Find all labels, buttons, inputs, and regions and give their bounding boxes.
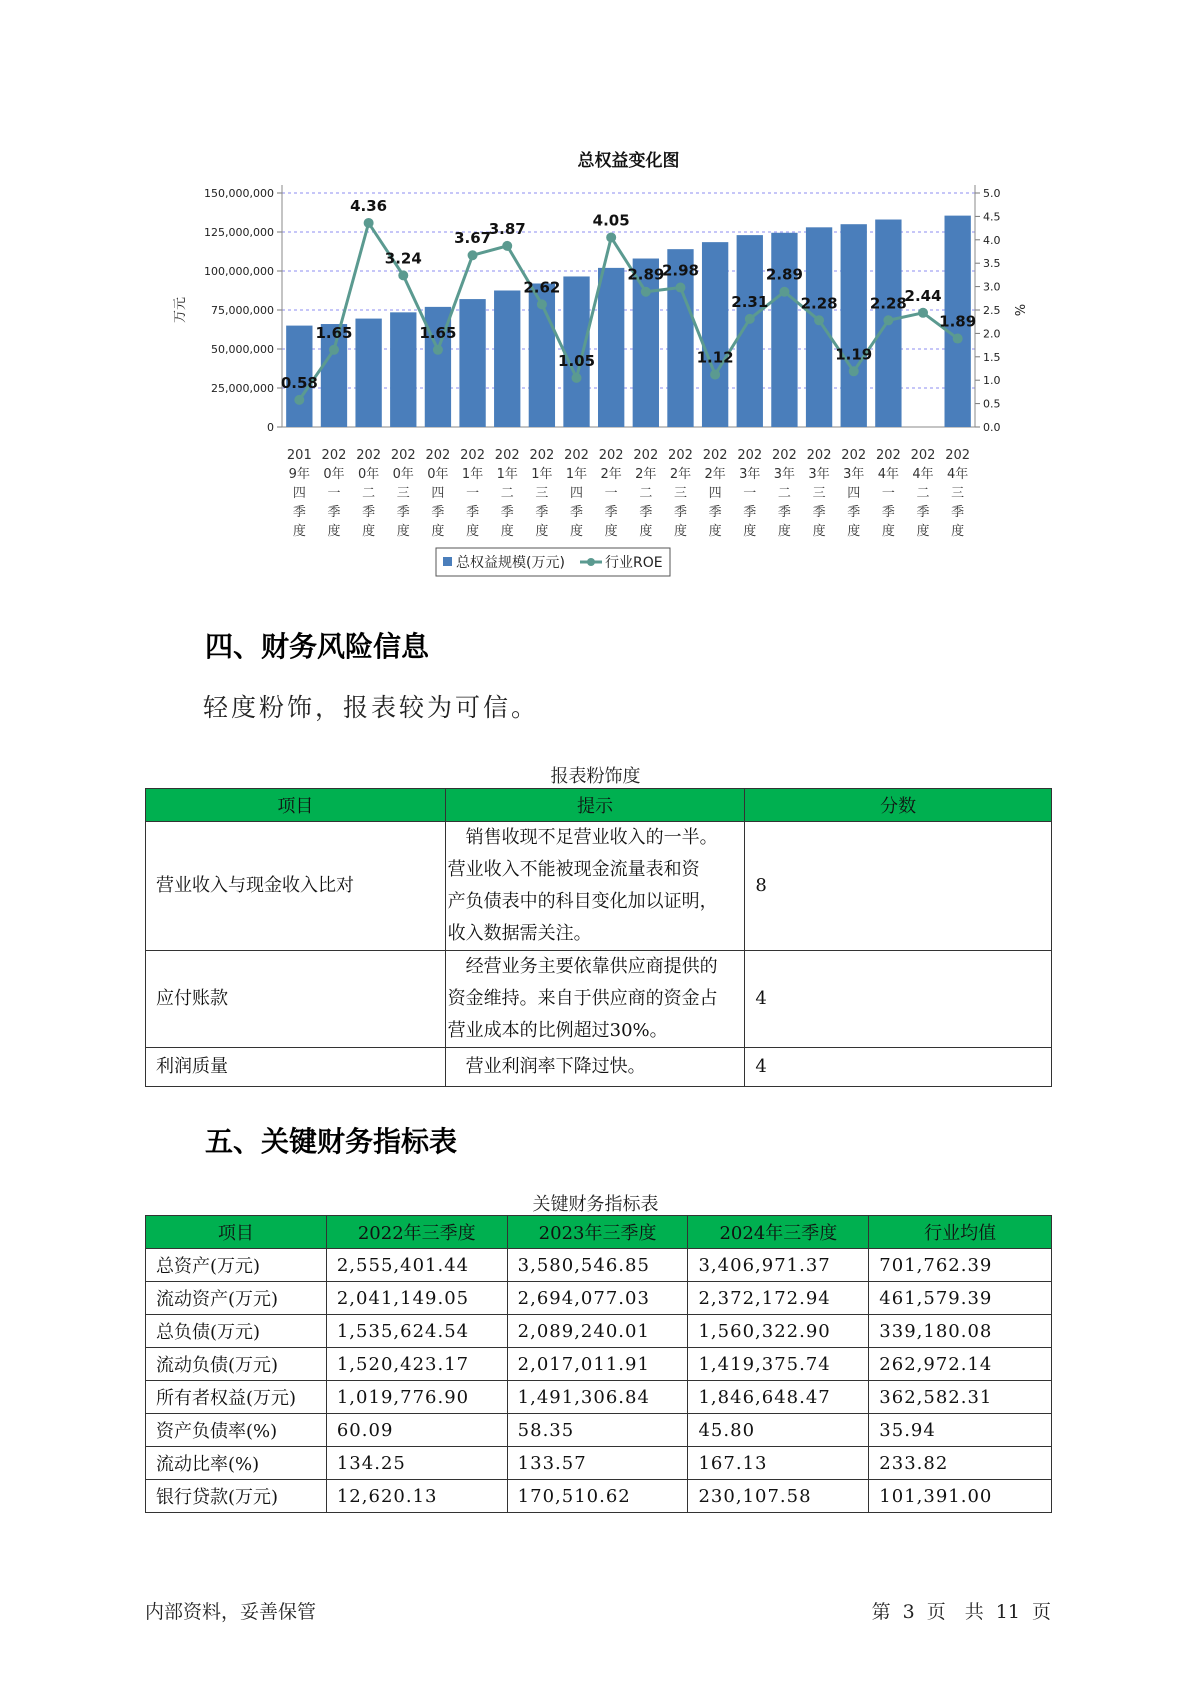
- kpi-value: 133.57: [507, 1447, 688, 1480]
- roe-data-label: 1.05: [558, 351, 596, 370]
- y2-tick-label: 2.0: [983, 327, 1001, 341]
- roe-data-label: 1.65: [315, 323, 353, 342]
- risk-hint: [445, 1048, 745, 1087]
- x-tick-label: 202 0年一季度: [321, 448, 347, 539]
- risk-hint-line: 收入数据需关注。: [447, 923, 592, 944]
- kpi-value: 2,017,011.91: [507, 1348, 688, 1381]
- risk-header-score: 分数: [745, 789, 1052, 822]
- risk-hint: [445, 822, 745, 951]
- y2-tick-label: 1.5: [983, 350, 1001, 364]
- risk-item: 营业收入与现金收入比对: [146, 822, 446, 951]
- kpi-item: 所有者权益(万元): [146, 1381, 327, 1414]
- kpi-value: 2,694,077.03: [507, 1282, 688, 1315]
- kpi-section-heading: 五、关键财务指标表: [205, 1125, 458, 1158]
- risk-table-caption: 报表粉饰度: [550, 766, 641, 787]
- bar: [841, 224, 867, 427]
- kpi-value: 233.82: [869, 1447, 1052, 1480]
- bar: [459, 299, 485, 427]
- x-tick-label: 201 9年四季度: [286, 448, 312, 539]
- roe-point: [537, 299, 547, 309]
- bar: [390, 312, 416, 427]
- roe-point: [814, 315, 824, 325]
- kpi-value: 45.80: [688, 1414, 869, 1447]
- roe-data-label: 2.98: [661, 261, 699, 280]
- roe-point: [606, 232, 616, 242]
- y-tick-label: 75,000,000: [211, 304, 274, 317]
- roe-point: [710, 370, 720, 380]
- kpi-value: 3,580,546.85: [507, 1249, 688, 1282]
- kpi-item: 总资产(万元): [146, 1249, 327, 1282]
- y-tick-label: 150,000,000: [204, 187, 274, 200]
- roe-data-label: 2.89: [765, 265, 803, 284]
- bar: [771, 233, 797, 427]
- roe-point: [745, 314, 755, 324]
- y-tick-label: 25,000,000: [211, 382, 274, 395]
- x-tick-label: 202 0年四季度: [425, 448, 451, 539]
- y2-tick-label: 1.0: [983, 374, 1001, 388]
- roe-point: [398, 270, 408, 280]
- x-tick-label: 202 0年三季度: [390, 448, 416, 539]
- roe-data-label: 2.89: [627, 265, 665, 284]
- roe-point: [779, 287, 789, 297]
- x-tick-label: 202 3年二季度: [772, 448, 797, 539]
- risk-score: 4: [745, 1048, 1052, 1087]
- bar: [494, 291, 520, 428]
- risk-hint-line: 产负债表中的科目变化加以证明，: [447, 891, 718, 912]
- x-tick-label: 202 2年二季度: [633, 448, 659, 539]
- kpi-value: 3,406,971.37: [688, 1249, 869, 1282]
- roe-point: [364, 218, 374, 228]
- kpi-value: 2,041,149.05: [326, 1282, 507, 1315]
- kpi-value: 134.25: [326, 1447, 507, 1480]
- roe-point: [953, 334, 963, 344]
- legend-line-marker: [587, 558, 595, 566]
- risk-header-hint: 提示: [445, 789, 745, 822]
- kpi-value: 262,972.14: [869, 1348, 1052, 1381]
- roe-point: [883, 315, 893, 325]
- roe-data-label: 1.12: [696, 348, 734, 367]
- kpi-table-caption: 关键财务指标表: [532, 1194, 659, 1215]
- kpi-value: 1,560,322.90: [688, 1315, 869, 1348]
- kpi-header: 项目: [146, 1216, 327, 1249]
- kpi-item: 银行贷款(万元): [146, 1480, 327, 1513]
- x-tick-label: 202 2年一季度: [598, 448, 624, 539]
- y-axis-label: 万元: [173, 296, 188, 324]
- roe-point: [294, 395, 304, 405]
- kpi-value: 12,620.13: [326, 1480, 507, 1513]
- table-row: [146, 1414, 1052, 1447]
- roe-data-label: 2.62: [523, 278, 561, 297]
- roe-data-label: 2.44: [904, 286, 942, 305]
- roe-data-label: 3.67: [454, 229, 492, 248]
- y-tick-label: 100,000,000: [204, 265, 274, 278]
- roe-point: [849, 366, 859, 376]
- x-tick-label: 202 2年四季度: [702, 448, 728, 539]
- roe-data-label: 4.36: [350, 196, 388, 215]
- roe-point: [468, 250, 478, 260]
- kpi-value: 2,555,401.44: [326, 1249, 507, 1282]
- roe-data-label: 4.05: [592, 211, 630, 230]
- y2-tick-label: 4.5: [983, 210, 1001, 224]
- x-tick-label: 202 3年三季度: [806, 448, 832, 539]
- roe-data-label: 3.24: [384, 249, 422, 268]
- x-tick-label: 202 4年三季度: [945, 448, 971, 539]
- risk-table-header-row: [146, 789, 1052, 822]
- kpi-value: 230,107.58: [688, 1480, 869, 1513]
- roe-data-label: 2.28: [869, 294, 907, 313]
- table-row: [146, 1249, 1052, 1282]
- kpi-header: 2024年三季度: [688, 1216, 869, 1249]
- kpi-item: 流动负债(万元): [146, 1348, 327, 1381]
- table-row: [146, 1048, 1052, 1087]
- roe-point: [433, 345, 443, 355]
- bar: [355, 319, 381, 427]
- roe-point: [675, 283, 685, 293]
- risk-table: [145, 788, 1052, 1087]
- roe-data-label: 3.87: [488, 219, 526, 238]
- risk-summary-text: 轻度粉饰，报表较为可信。: [203, 693, 540, 722]
- kpi-value: 1,491,306.84: [507, 1381, 688, 1414]
- footer-page-number: 第 3 页 共 11 页: [871, 1601, 1051, 1623]
- y2-tick-label: 0.0: [983, 421, 1001, 434]
- kpi-item: 流动比率(%): [146, 1447, 327, 1480]
- roe-point: [641, 287, 651, 297]
- table-row: [146, 1480, 1052, 1513]
- kpi-value: 35.94: [869, 1414, 1052, 1447]
- kpi-item: 流动资产(万元): [146, 1282, 327, 1315]
- kpi-value: 1,019,776.90: [326, 1381, 507, 1414]
- y-tick-label: 125,000,000: [204, 226, 274, 239]
- y2-tick-label: 3.5: [983, 257, 1001, 271]
- roe-data-label: 2.28: [800, 294, 838, 313]
- risk-item: 利润质量: [146, 1048, 446, 1087]
- kpi-header: 2023年三季度: [507, 1216, 688, 1249]
- bar: [633, 259, 659, 427]
- risk-section-heading: 四、财务风险信息: [205, 630, 430, 663]
- roe-data-label: 1.65: [419, 323, 457, 342]
- footer-confidential-note: 内部资料，妥善保管: [145, 1601, 317, 1623]
- risk-hint: [445, 951, 745, 1048]
- kpi-value: 60.09: [326, 1414, 507, 1447]
- kpi-value: 170,510.62: [507, 1480, 688, 1513]
- risk-score: 4: [745, 951, 1052, 1048]
- x-tick-label: 202 4年一季度: [875, 448, 901, 539]
- risk-header-item: 项目: [146, 789, 446, 822]
- risk-item: 应付账款: [146, 951, 446, 1048]
- roe-point: [572, 373, 582, 383]
- kpi-value: 58.35: [507, 1414, 688, 1447]
- roe-data-label: 2.31: [731, 292, 769, 311]
- y2-tick-label: 4.0: [983, 233, 1001, 247]
- kpi-table: [145, 1215, 1052, 1513]
- kpi-header: 行业均值: [869, 1216, 1052, 1249]
- roe-point: [918, 308, 928, 318]
- x-tick-label: 202 3年一季度: [737, 448, 763, 539]
- legend-bar-swatch: [443, 557, 452, 566]
- table-row: [146, 1282, 1052, 1315]
- kpi-value: 2,372,172.94: [688, 1282, 869, 1315]
- bar: [598, 268, 624, 427]
- risk-hint-line: 营业收入不能被现金流量表和资: [447, 859, 700, 880]
- table-row: [146, 1348, 1052, 1381]
- kpi-value: 1,520,423.17: [326, 1348, 507, 1381]
- chart-svg: [170, 140, 1030, 600]
- x-tick-label: 202 4年二季度: [910, 448, 936, 539]
- y2-tick-label: 2.5: [983, 304, 1001, 317]
- roe-data-label: 1.89: [939, 312, 977, 331]
- x-tick-label: 202 1年三季度: [529, 448, 555, 539]
- risk-hint-line: 营业利润率下降过快。: [447, 1056, 646, 1077]
- x-tick-label: 202 1年四季度: [564, 448, 589, 539]
- kpi-header: 2022年三季度: [326, 1216, 507, 1249]
- table-row: [146, 1381, 1052, 1414]
- roe-point: [502, 241, 512, 251]
- x-tick-label: 202 1年二季度: [494, 448, 520, 539]
- table-row: [146, 822, 1052, 951]
- chart-title: 总权益变化图: [577, 151, 680, 171]
- y-tick-label: 50,000,000: [211, 343, 274, 356]
- table-row: [146, 951, 1052, 1048]
- kpi-value: 167.13: [688, 1447, 869, 1480]
- y2-tick-label: 3.0: [983, 280, 1001, 294]
- table-row: [146, 1447, 1052, 1480]
- risk-hint-line: 营业成本的比例超过30%。: [447, 1020, 668, 1041]
- kpi-value: 2,089,240.01: [507, 1315, 688, 1348]
- roe-data-label: 0.58: [280, 373, 318, 392]
- x-tick-label: 202 1年一季度: [460, 448, 485, 539]
- risk-hint-line: 经营业务主要依靠供应商提供的: [447, 956, 718, 977]
- y2-tick-label: 0.5: [983, 397, 1001, 411]
- x-tick-label: 202 2年三季度: [668, 448, 693, 539]
- kpi-value: 1,419,375.74: [688, 1348, 869, 1381]
- kpi-value: 1,535,624.54: [326, 1315, 507, 1348]
- bar: [806, 227, 832, 427]
- table-row: [146, 1315, 1052, 1348]
- kpi-value: 101,391.00: [869, 1480, 1052, 1513]
- kpi-value: 362,582.31: [869, 1381, 1052, 1414]
- x-tick-label: 202 3年四季度: [841, 448, 867, 539]
- y2-axis-label: %: [1011, 303, 1026, 317]
- y2-tick-label: 5.0: [983, 187, 1001, 200]
- risk-hint-line: 销售收现不足营业收入的一半。: [447, 827, 718, 848]
- legend-line-label: 行业ROE: [605, 555, 663, 571]
- kpi-item: 总负债(万元): [146, 1315, 327, 1348]
- x-tick-label: 202 0年二季度: [356, 448, 382, 539]
- roe-point: [329, 345, 339, 355]
- kpi-value: 1,846,648.47: [688, 1381, 869, 1414]
- y-tick-label: 0: [267, 421, 274, 434]
- legend-bar-label: 总权益规模(万元): [456, 555, 565, 571]
- risk-score: 8: [745, 822, 1052, 951]
- kpi-value: 461,579.39: [869, 1282, 1052, 1315]
- kpi-table-header-row: [146, 1216, 1052, 1249]
- roe-data-label: 1.19: [835, 345, 873, 364]
- total-equity-chart: [170, 140, 1030, 600]
- kpi-item: 资产负债率(%): [146, 1414, 327, 1447]
- risk-hint-line: 资金维持。来自于供应商的资金占: [447, 988, 718, 1009]
- kpi-value: 701,762.39: [869, 1249, 1052, 1282]
- kpi-value: 339,180.08: [869, 1315, 1052, 1348]
- bar: [702, 242, 728, 427]
